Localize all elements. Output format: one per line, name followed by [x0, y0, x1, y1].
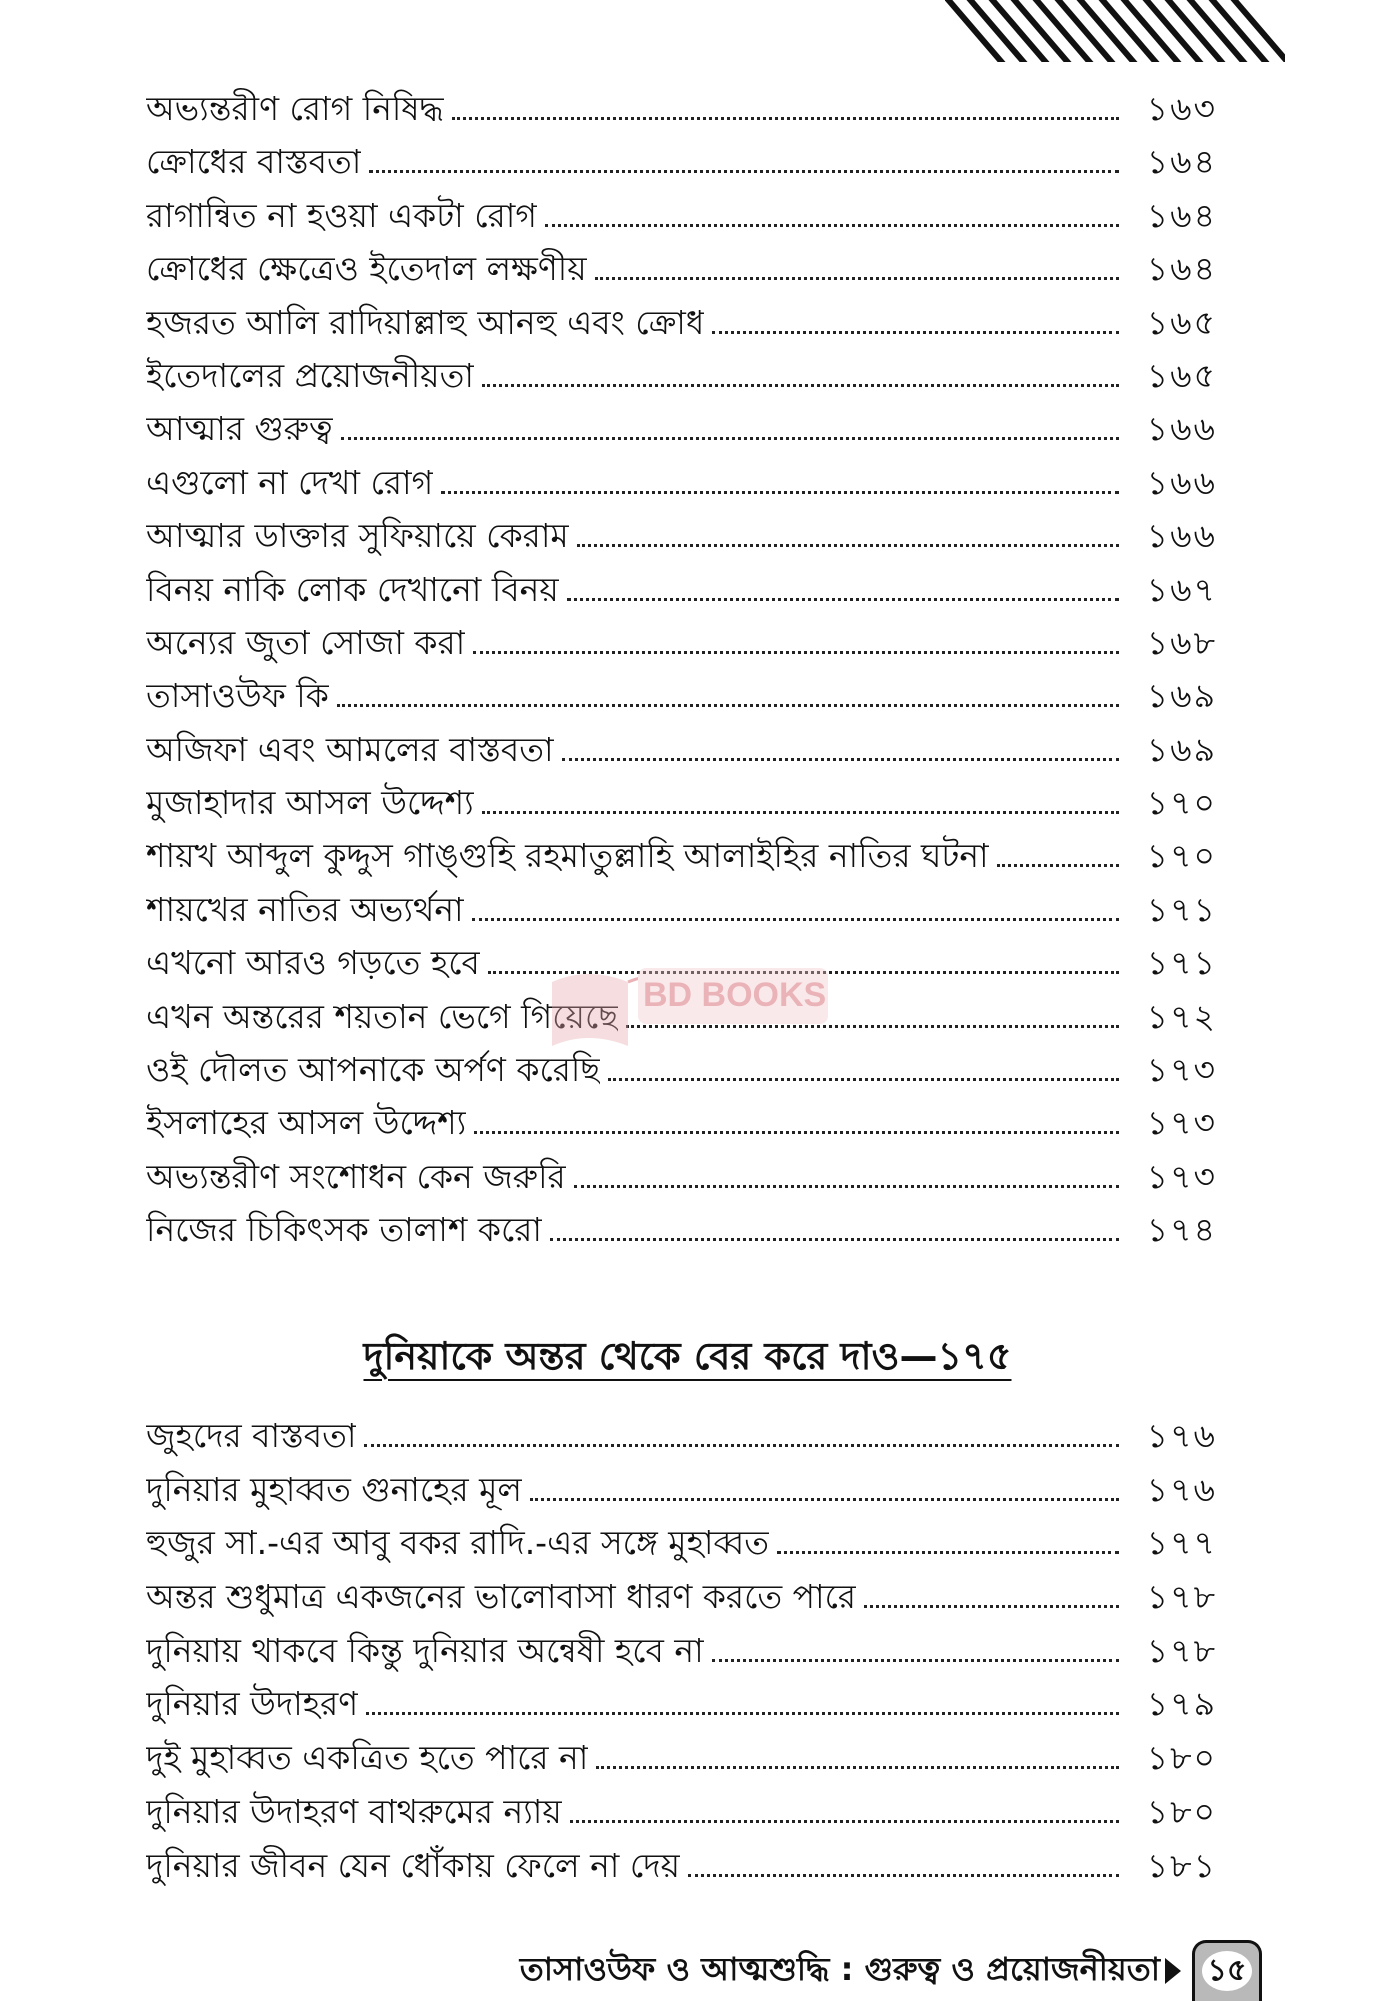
- dot-leader: [688, 1844, 1119, 1877]
- toc-entry: [146, 189, 1217, 242]
- toc-entry: [146, 669, 1217, 722]
- toc-entry: [146, 296, 1217, 349]
- toc-entry-page: ১৭০: [1146, 836, 1217, 876]
- toc-entry-page: ১৭৩: [1146, 1050, 1217, 1090]
- toc-entry-page: ১৮০: [1146, 1791, 1217, 1831]
- dot-leader: [530, 1468, 1119, 1501]
- dot-leader: [562, 728, 1119, 761]
- toc-entry-title: দুনিয়ার উদাহরণ: [146, 1684, 359, 1724]
- toc-entry: [146, 1785, 1217, 1839]
- toc-entry-page: ১৭০: [1146, 783, 1217, 823]
- dot-leader: [482, 781, 1119, 814]
- toc-entry-title: হজরত আলি রাদিয়াল্লাহু আনহু এবং ক্রোধ: [146, 302, 705, 342]
- toc-entry: [146, 456, 1217, 509]
- dot-leader: [608, 1048, 1119, 1081]
- dot-leader: [574, 1155, 1119, 1188]
- toc-entry-page: ১৭৭: [1146, 1523, 1217, 1563]
- toc-entry-title: হুজুর সা.-এর আবু বকর রাদি.-এর সঙ্গে মুহাব্বত: [146, 1523, 769, 1563]
- dot-leader: [595, 247, 1119, 280]
- footer-arrow-icon: [1165, 1958, 1181, 1984]
- toc-entry: [146, 82, 1217, 135]
- dot-leader: [997, 835, 1119, 868]
- toc-entry-title: রাগান্বিত না হওয়া একটা রোগ: [146, 195, 537, 235]
- toc-entry-title: অজিফা এবং আমলের বাস্তবতা: [146, 729, 554, 769]
- dot-leader: [712, 301, 1119, 334]
- page-footer: [0, 1938, 1375, 2000]
- toc-entry-title: দুনিয়ার উদাহরণ বাথরুমের ন্যায়: [146, 1791, 562, 1831]
- toc-entry-page: ১৬৫: [1146, 302, 1217, 342]
- toc-entry-title: দুনিয়ার জীবন যেন ধোঁকায় ফেলে না দেয়: [146, 1845, 681, 1885]
- watermark-text: BD BOOKS: [643, 976, 827, 1014]
- toc-entry: [146, 1203, 1217, 1256]
- toc-entry-title: দুনিয়ার মুহাব্বত গুনাহের মূল: [146, 1469, 523, 1509]
- dot-leader: [452, 87, 1119, 120]
- toc-entry-page: ১৭৩: [1146, 1103, 1217, 1143]
- dot-leader: [366, 1683, 1119, 1716]
- toc-entry-title: অন্যের জুতা সোজা করা: [146, 622, 466, 662]
- dot-leader: [337, 675, 1119, 708]
- toc-entry-title: নিজের চিকিৎসক তালাশ করো: [146, 1210, 542, 1250]
- toc-entry-title: ক্রোধের বাস্তবতা: [146, 142, 362, 182]
- toc-entry: [146, 1516, 1217, 1570]
- toc-entry: [146, 349, 1217, 402]
- toc-entry: [146, 1839, 1217, 1893]
- toc-entry-page: ১৭৬: [1146, 1469, 1217, 1509]
- toc-entry-page: ১৬৯: [1146, 676, 1217, 716]
- toc-entry-title: এগুলো না দেখা রোগ: [146, 462, 434, 502]
- corner-stripes: [945, 0, 1285, 62]
- toc-entry-page: ১৬৭: [1146, 569, 1217, 609]
- toc-entry: [146, 509, 1217, 562]
- dot-leader: [626, 995, 1119, 1028]
- toc-entry: [146, 616, 1217, 669]
- toc-entry-title: শায়খের নাতির অভ্যর্থনা: [146, 889, 464, 929]
- toc-entry-page: ১৬৩: [1146, 89, 1217, 128]
- footer-book-title: তাসাওউফ ও আত্মশুদ্ধি : গুরুত্ব ও প্রয়োজনীয়তা: [519, 1950, 1160, 1988]
- toc-entry-page: ১৬৪: [1146, 249, 1217, 289]
- toc-entry: [146, 1624, 1217, 1678]
- dot-leader: [482, 354, 1119, 387]
- toc-entry: [146, 1463, 1217, 1517]
- toc-entry-title: অভ্যন্তরীণ রোগ নিষিদ্ধ: [146, 89, 444, 128]
- toc-entry-page: ১৮১: [1146, 1845, 1217, 1885]
- toc-entry-title: দুই মুহাব্বত একত্রিত হতে পারে না: [146, 1738, 589, 1778]
- corner-stripes-graphic: [945, 0, 1285, 62]
- dot-leader: [473, 621, 1119, 654]
- toc-entry: [146, 829, 1217, 882]
- dot-leader: [341, 408, 1119, 441]
- toc-entry-title: শায়খ আব্দুল কুদ্দুস গাঙ্গুহি রহমাতুল্লাহি আলাইহির নাতির ঘটনা: [146, 836, 989, 876]
- toc-entry-page: ১৭২: [1146, 996, 1217, 1036]
- toc-entry-title: তাসাওউফ কি: [146, 676, 329, 716]
- toc-entry-page: ১৭৩: [1146, 1156, 1217, 1196]
- toc-entry: [146, 723, 1217, 776]
- toc-entry: [146, 402, 1217, 455]
- dot-leader: [567, 568, 1119, 601]
- dot-leader: [777, 1522, 1119, 1555]
- toc-entry: [146, 1570, 1217, 1624]
- toc-entry-title: ইতেদালের প্রয়োজনীয়তা: [146, 355, 474, 395]
- toc-entry-page: ১৬৬: [1146, 462, 1217, 502]
- toc-entry: [146, 883, 1217, 936]
- toc-entry-page: ১৭১: [1146, 943, 1217, 983]
- toc-entry-title: বিনয় নাকি লোক দেখানো বিনয়: [146, 569, 559, 609]
- toc-entry: [146, 1150, 1217, 1203]
- dot-leader: [550, 1209, 1119, 1242]
- toc-entry-title: আত্মার গুরুত্ব: [146, 409, 333, 449]
- dot-leader: [570, 1790, 1119, 1823]
- dot-leader: [488, 942, 1119, 975]
- toc-entry-title: আত্মার ডাক্তার সুফিয়ায়ে কেরাম: [146, 516, 569, 556]
- page-number: ১৫: [1202, 1951, 1252, 1991]
- toc-entry-title: অন্তর শুধুমাত্র একজনের ভালোবাসা ধারণ করতে পারে: [146, 1577, 856, 1617]
- dot-leader: [472, 888, 1119, 921]
- toc-entry-title: মুজাহাদার আসল উদ্দেশ্য: [146, 783, 474, 823]
- toc-entry-page: ১৬৬: [1146, 516, 1217, 556]
- toc-entry-page: ১৭৬: [1146, 1416, 1217, 1455]
- toc-entry-title: ক্রোধের ক্ষেত্রেও ইতেদাল লক্ষণীয়: [146, 249, 587, 289]
- dot-leader: [441, 461, 1119, 494]
- toc-entry-title: ইসলাহের আসল উদ্দেশ্য: [146, 1103, 467, 1143]
- toc-entry-title: জুহদের বাস্তবতা: [146, 1416, 357, 1455]
- dot-leader: [369, 141, 1119, 174]
- toc-entry-page: ১৬৫: [1146, 355, 1217, 395]
- page-number-badge: [1192, 1940, 1262, 2001]
- toc-entry: [146, 1731, 1217, 1785]
- toc-entry: [146, 1677, 1217, 1731]
- toc-entry-title: ওই দৌলত আপনাকে অর্পণ করেছি: [146, 1050, 601, 1090]
- toc-entry-title: অভ্যন্তরীণ সংশোধন কেন জরুরি: [146, 1156, 566, 1196]
- toc-entry-page: ১৬৬: [1146, 409, 1217, 449]
- toc-entry: [146, 936, 1217, 989]
- toc-entry-page: ১৬৯: [1146, 729, 1217, 769]
- toc-entry-page: ১৬৪: [1146, 142, 1217, 182]
- toc-entry: [146, 135, 1217, 188]
- toc-entry-page: ১৭৯: [1146, 1684, 1217, 1724]
- toc-entry: [146, 990, 1217, 1043]
- toc-entry: [146, 776, 1217, 829]
- toc-list-second: [146, 1409, 1217, 1892]
- dot-leader: [545, 194, 1119, 227]
- toc-entry-page: ১৮০: [1146, 1738, 1217, 1778]
- toc-entry-page: ১৭৪: [1146, 1210, 1217, 1250]
- toc-entry: [146, 1409, 1217, 1463]
- toc-entry: [146, 242, 1217, 295]
- dot-leader: [474, 1102, 1119, 1135]
- toc-entry-page: ১৬৮: [1146, 622, 1217, 662]
- toc-entry: [146, 563, 1217, 616]
- toc-entry: [146, 1043, 1217, 1096]
- toc-list-first: [146, 82, 1217, 1257]
- toc-entry-title: দুনিয়ায় থাকবে কিন্তু দুনিয়ার অন্বেষী হবে না: [146, 1630, 704, 1670]
- section-heading: দুনিয়াকে অন্তর থেকে বের করে দাও—১৭৫: [363, 1334, 1012, 1378]
- toc-entry-page: ১৬৪: [1146, 195, 1217, 235]
- dot-leader: [864, 1575, 1119, 1608]
- toc-entry-page: ১৭১: [1146, 889, 1217, 929]
- toc-entry-page: ১৭৮: [1146, 1577, 1217, 1617]
- dot-leader: [712, 1629, 1119, 1662]
- toc-entry-title: এখন অন্তরের শয়তান ভেগে গিয়েছে: [146, 996, 619, 1036]
- toc-entry-page: ১৭৮: [1146, 1630, 1217, 1670]
- dot-leader: [596, 1736, 1119, 1769]
- toc-entry: [146, 1096, 1217, 1149]
- toc-entry-title: এখনো আরও গড়তে হবে: [146, 943, 480, 983]
- dot-leader: [364, 1414, 1119, 1447]
- dot-leader: [577, 514, 1119, 547]
